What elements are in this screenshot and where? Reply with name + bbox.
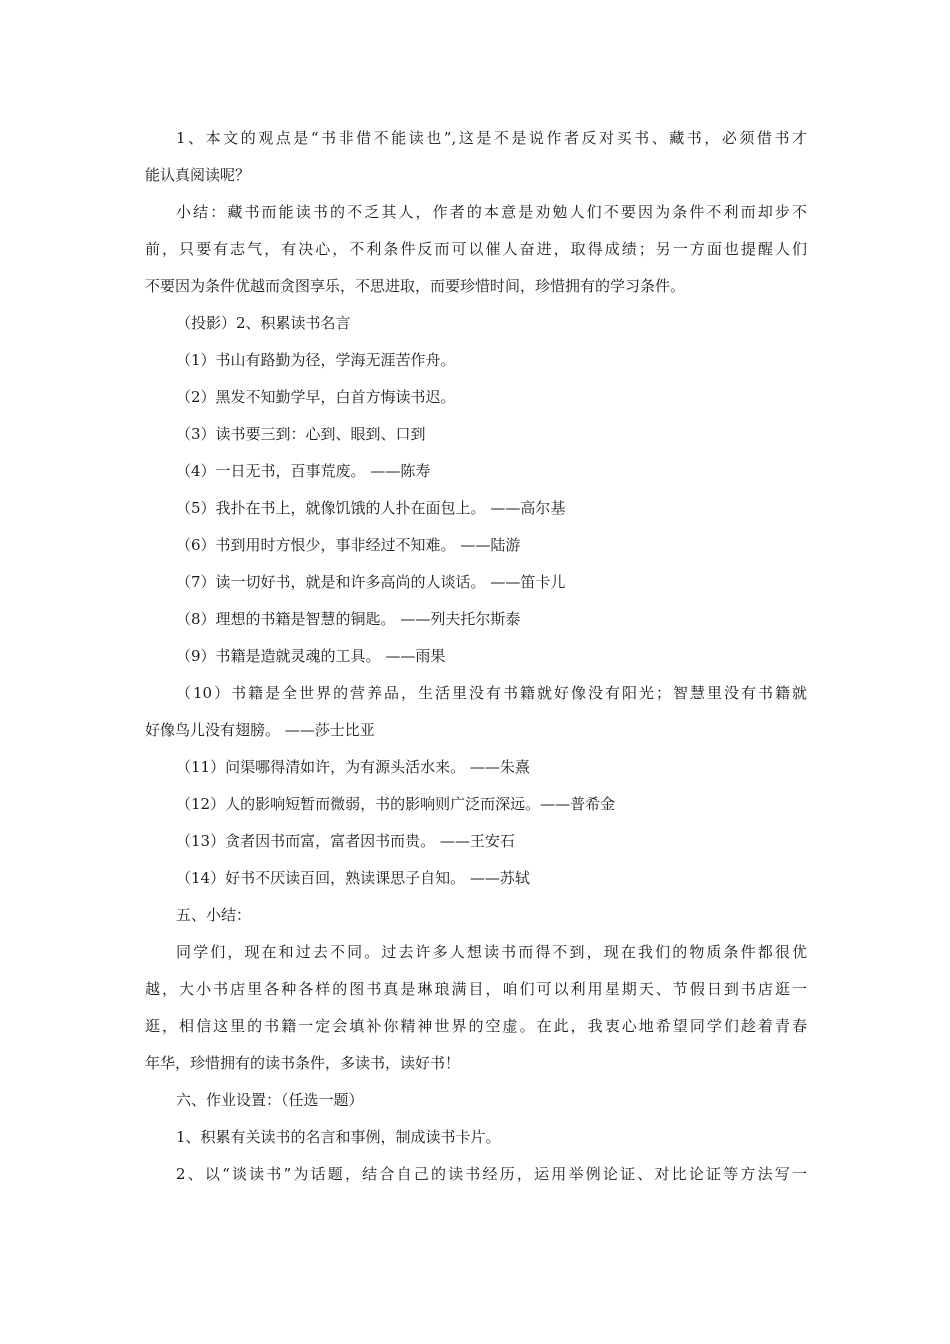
text-line: 逛，相信这里的书籍一定会填补你精神世界的空虚。在此，我衷心地希望同学们趁着青春 <box>145 1017 807 1035</box>
text-line: （5）我扑在书上，就像饥饿的人扑在面包上。 ——高尔基 <box>176 499 566 517</box>
quote-item <box>145 860 807 897</box>
quote-item <box>145 749 807 786</box>
quote-item <box>145 601 807 638</box>
document-body <box>145 120 807 1193</box>
quote-item <box>145 379 807 416</box>
text-line: （14）好书不厌读百回，熟读课思子自知。 ——苏轼 <box>176 869 530 887</box>
text-line: 小结：藏书而能读书的不乏其人，作者的本意是劝勉人们不要因为条件不利而却步不 <box>176 203 807 221</box>
paragraph <box>145 305 807 342</box>
paragraph <box>145 934 807 1082</box>
paragraph <box>145 1156 807 1193</box>
text-line: 前，只要有志气，有决心，不利条件反而可以催人奋进，取得成绩；另一方面也提醒人们 <box>145 240 807 258</box>
text-line: 年华，珍惜拥有的读书条件，多读书，读好书！ <box>145 1054 461 1072</box>
text-line: 同学们，现在和过去不同。过去许多人想读书而得不到，现在我们的物质条件都很优 <box>176 943 807 961</box>
quote-item <box>145 823 807 860</box>
text-line: 1、本文的观点是“书非借不能读也”,这是不是说作者反对买书、藏书，必须借书才 <box>176 129 807 147</box>
text-line: （6）书到用时方恨少，事非经过不知难。 ——陆游 <box>176 536 521 554</box>
text-line: 越，大小书店里各种各样的图书真是琳琅满目，咱们可以利用星期天、节假日到书店逛一 <box>145 980 807 998</box>
paragraph <box>145 1119 807 1156</box>
quote-item <box>145 638 807 675</box>
text-line: （8）理想的书籍是智慧的铜匙。 ——列夫托尔斯泰 <box>176 610 521 628</box>
text-line: （13）贪者因书而富，富者因书而贵。 ——王安石 <box>176 832 515 850</box>
text-line: 好像鸟儿没有翅膀。 ——莎士比亚 <box>145 721 375 739</box>
quote-item <box>145 786 807 823</box>
text-line: （12）人的影响短暂而微弱，书的影响则广泛而深远。——普希金 <box>176 795 616 813</box>
text-line: （1）书山有路勤为径，学海无涯苦作舟。 <box>176 351 456 369</box>
quote-item <box>145 490 807 527</box>
section-heading <box>145 1082 807 1119</box>
quote-item <box>145 527 807 564</box>
text-line: （9）书籍是造就灵魂的工具。 ——雨果 <box>176 647 446 665</box>
text-line: （投影）2、积累读书名言 <box>176 314 351 332</box>
text-line: 能认真阅读呢？ <box>145 166 251 184</box>
text-line: （2）黑发不知勤学早，白首方悔读书迟。 <box>176 388 456 406</box>
quote-item <box>145 416 807 453</box>
quote-item <box>145 675 807 749</box>
quote-item <box>145 342 807 379</box>
text-line: （7）读一切好书，就是和许多高尚的人谈话。 ——笛卡儿 <box>176 573 566 591</box>
text-line: 五、小结： <box>176 906 252 924</box>
text-line: （3）读书要三到：心到、眼到、口到 <box>176 425 426 443</box>
text-line: 2、以“谈读书”为话题，结合自己的读书经历，运用举例论证、对比论证等方法写一 <box>176 1165 807 1183</box>
section-heading <box>145 897 807 934</box>
text-line: 1、积累有关读书的名言和事例，制成读书卡片。 <box>176 1128 501 1146</box>
quote-item <box>145 564 807 601</box>
text-line: 六、作业设置：（任选一题） <box>176 1091 364 1109</box>
text-line: （10）书籍是全世界的营养品，生活里没有书籍就好像没有阳光；智慧里没有书籍就 <box>176 684 807 702</box>
quote-item <box>145 453 807 490</box>
text-line: （11）问渠哪得清如许，为有源头活水来。 ——朱熹 <box>176 758 530 776</box>
text-line: （4）一日无书，百事荒废。 ——陈寿 <box>176 462 431 480</box>
paragraph <box>145 194 807 305</box>
text-line: 不要因为条件优越而贪图享乐，不思进取，而要珍惜时间，珍惜拥有的学习条件。 <box>145 277 686 295</box>
paragraph <box>145 120 807 194</box>
